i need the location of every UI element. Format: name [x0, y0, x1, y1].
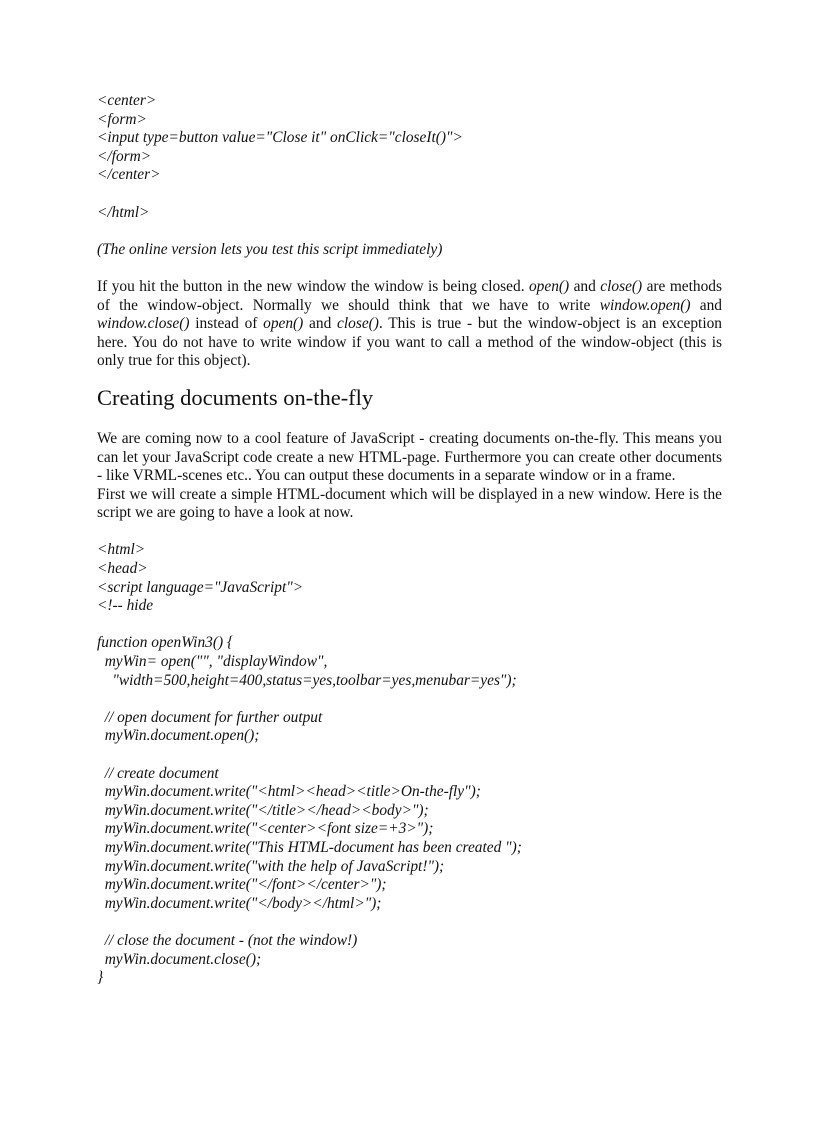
paragraph-cool-feature: We are coming now to a cool feature of JavaScript - creating documents on-the-fly. This means you can let your JavaScript code create a new HTML-page. Furthermore you can create other documents - like VRML-scenes etc.. You can output these documents in a separate window or in a frame. [97, 429, 722, 485]
code-line: </center> [97, 166, 161, 184]
spacer [97, 523, 722, 542]
code-line: myWin.document.write("</title></head><body>"); [97, 801, 429, 819]
paragraph-window-object: If you hit the button in the new window the window is being closed. open() and close() are methods of the window-object. Normally we should think that we have to write window.open() and window.close() instead of open() and close(). This is true - but the window-object is an exception here. You do not have to write window if you want to call a method of the window-object (this is only true for this object). [97, 277, 722, 370]
code-line: myWin.document.write("<html><head><title>On-the-fly"); [97, 783, 481, 801]
section-heading: Creating documents on-the-fly [97, 384, 374, 410]
code-line: </form> [97, 147, 152, 165]
spacer [97, 259, 722, 278]
code-line: myWin.document.write("</body></html>"); [97, 894, 382, 912]
blank-line [97, 185, 722, 204]
code-line: myWin.document.write("with the help of JavaScript!"); [97, 857, 445, 875]
code-line: function openWin3() { [97, 634, 234, 652]
code-line: <script language="JavaScript"> [97, 578, 304, 596]
code-line: "width=500,height=400,status=yes,toolbar=yes,menubar=yes"); [97, 671, 517, 689]
code-line: myWin.document.open(); [97, 727, 260, 745]
code-line: myWin.document.write("</font></center>"); [97, 876, 387, 894]
blank-line [97, 616, 722, 635]
code-block-openwin3 [97, 541, 722, 987]
code-line: // open document for further output [97, 708, 323, 726]
code-line: <center> [97, 92, 157, 109]
code-line: <head> [97, 560, 148, 578]
code-line: } [97, 969, 104, 987]
code-line: myWin= open("", "displayWindow", [97, 653, 328, 671]
blank-line [97, 913, 722, 932]
code-line: myWin.document.write("This HTML-document has been created "); [97, 838, 522, 856]
code-line: // close the document - (not the window!) [97, 931, 358, 949]
online-version-note: (The online version lets you test this script immediately) [97, 240, 443, 258]
code-block-close-button [97, 92, 722, 222]
code-line: </html> [97, 203, 150, 221]
code-line: <!-- hide [97, 597, 154, 615]
code-line: <html> [97, 541, 146, 559]
blank-line [97, 690, 722, 709]
spacer [97, 222, 722, 241]
code-line: <form> [97, 110, 147, 128]
paragraph-simple-document: First we will create a simple HTML-document which will be displayed in a new window. Here is the script we are going to have a look at now. [97, 485, 722, 522]
code-line: myWin.document.close(); [97, 950, 262, 968]
document-page [97, 92, 722, 988]
code-line: // create document [97, 764, 219, 782]
blank-line [97, 746, 722, 765]
code-line: myWin.document.write("<center><font size=+3>"); [97, 820, 434, 838]
code-line: <input type=button value="Close it" onClick="closeIt()"> [97, 129, 463, 147]
